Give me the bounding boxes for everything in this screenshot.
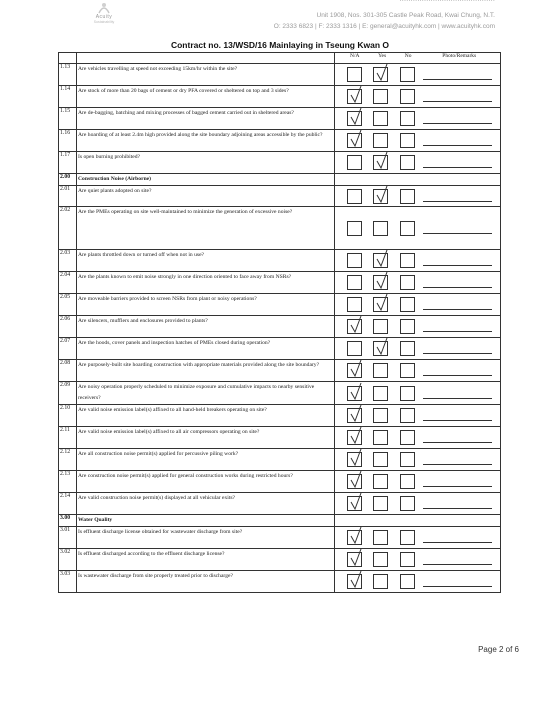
remarks-cell (419, 360, 501, 382)
checkmark-icon (348, 426, 364, 446)
item-number: 1.13 (59, 64, 77, 86)
checkbox-no[interactable] (400, 452, 415, 467)
answer-options (335, 515, 419, 527)
answer-options (335, 493, 419, 515)
checkmark-icon (348, 448, 364, 468)
remarks-cell (419, 382, 501, 405)
checkmark-icon (348, 526, 364, 546)
checkbox-no[interactable] (400, 111, 415, 126)
section-header-row (59, 174, 501, 186)
answer-options (335, 549, 419, 571)
table-row (59, 316, 501, 338)
checkmark-icon (374, 185, 390, 205)
checkbox-no[interactable] (400, 221, 415, 236)
checkbox-yes[interactable] (373, 408, 388, 423)
item-number: 1.15 (59, 108, 77, 130)
checkbox-yes[interactable] (373, 452, 388, 467)
checkmark-icon (348, 129, 364, 149)
remarks-cell (419, 186, 501, 207)
page-number: Page 2 of 6 (478, 645, 519, 654)
item-question: Are all construction noise permit(s) applied for percussive piling work? (77, 449, 335, 471)
checkmark-icon (348, 107, 364, 127)
checkbox-na[interactable] (347, 155, 362, 170)
answer-options (335, 207, 419, 250)
checkmark-icon (374, 63, 390, 83)
answer-options (335, 272, 419, 294)
logo-subtitle: Sustainability (93, 20, 115, 24)
checkbox-no[interactable] (400, 530, 415, 545)
checkbox-no[interactable] (400, 408, 415, 423)
document-title: Contract no. 13/WSD/16 Mainlaying in Tseung Kwan O (170, 40, 390, 50)
answer-options (335, 152, 419, 174)
item-question: Is open burning prohibited? (77, 152, 335, 174)
remarks-field[interactable] (423, 167, 493, 168)
checkbox-na[interactable] (347, 275, 362, 290)
table-row (59, 527, 501, 549)
answer-options (335, 338, 419, 360)
checkbox-yes[interactable] (373, 155, 388, 170)
header-na: N/A (350, 53, 360, 59)
remarks-cell (419, 571, 501, 593)
item-question: Is wastewater discharge from site properly treated prior to discharge? (77, 571, 335, 593)
remarks-field[interactable] (423, 201, 493, 202)
answer-options (335, 360, 419, 382)
checkbox-na[interactable] (347, 253, 362, 268)
checkbox-yes[interactable] (373, 275, 388, 290)
table-row (59, 272, 501, 294)
checkmark-icon (348, 470, 364, 490)
checkbox-yes[interactable] (373, 496, 388, 511)
checkbox-no[interactable] (400, 67, 415, 82)
checkbox-no[interactable] (400, 496, 415, 511)
remarks-cell (419, 86, 501, 108)
header-row (59, 53, 501, 64)
checkbox-no[interactable] (400, 574, 415, 589)
answer-options (335, 186, 419, 207)
checkbox-na[interactable] (347, 111, 362, 126)
item-number: 1.16 (59, 130, 77, 152)
checkbox-no[interactable] (400, 155, 415, 170)
item-number: 2.01 (59, 186, 77, 207)
remarks-cell (419, 427, 501, 449)
remarks-cell (419, 338, 501, 360)
remarks-cell (419, 152, 501, 174)
header-no: No (404, 53, 412, 59)
answer-options (335, 382, 419, 405)
header-yes: Yes (378, 53, 387, 59)
remarks-cell (419, 64, 501, 86)
remarks-cell (419, 272, 501, 294)
answer-options (335, 527, 419, 549)
remarks-field[interactable] (423, 586, 493, 587)
table-row (59, 186, 501, 207)
remarks-cell (419, 449, 501, 471)
checkbox-yes[interactable] (373, 111, 388, 126)
answer-options (335, 108, 419, 130)
remarks-cell (419, 405, 501, 427)
answer-options (335, 571, 419, 593)
checkmark-icon (348, 315, 364, 335)
table-row (59, 571, 501, 593)
item-question: Is effluent discharge license obtained for wastewater discharge from site? (77, 527, 335, 549)
table-row (59, 152, 501, 174)
remarks-field[interactable] (423, 398, 493, 399)
checkbox-na[interactable] (347, 363, 362, 378)
remarks-field[interactable] (423, 564, 493, 565)
checkmark-icon (348, 492, 364, 512)
remarks-field[interactable] (423, 353, 493, 354)
item-question: Are stock of more than 20 bags of cement or dry PFA covered or sheltered on top and 3 sides? (77, 86, 335, 108)
remarks-field[interactable] (423, 287, 493, 288)
item-number: 2.07 (59, 338, 77, 360)
answer-options (335, 449, 419, 471)
table-row (59, 360, 501, 382)
remarks-field[interactable] (423, 464, 493, 465)
remarks-cell (419, 108, 501, 130)
checkbox-yes[interactable] (373, 341, 388, 356)
remarks-cell (419, 316, 501, 338)
remarks-field[interactable] (423, 265, 493, 266)
checkbox-no[interactable] (400, 253, 415, 268)
company-address: Unit 1908, Nos. 301-305 Castle Peak Road, Kwai Chung, N.T. (316, 12, 495, 19)
checkbox-no[interactable] (400, 386, 415, 401)
item-question: Are vehicles travelling at speed not exceeding 15km/hr within the site? (77, 64, 335, 86)
item-number: 2.09 (59, 382, 77, 405)
checkbox-na[interactable] (347, 530, 362, 545)
checkbox-na[interactable] (347, 341, 362, 356)
answer-options (335, 405, 419, 427)
item-question: Are hoarding of at least 2.4m high provided along the site boundary adjoining areas accessible by the public? (77, 130, 335, 152)
remarks-field[interactable] (423, 145, 493, 146)
remarks-field[interactable] (423, 508, 493, 509)
remarks-field[interactable] (423, 442, 493, 443)
table-row (59, 549, 501, 571)
checkbox-yes[interactable] (373, 89, 388, 104)
checkbox-na[interactable] (347, 89, 362, 104)
remarks-field[interactable] (423, 309, 493, 310)
item-number: 3.00 (59, 515, 77, 527)
checkbox-no[interactable] (400, 319, 415, 334)
company-name-partial (195, 0, 495, 3)
checkmark-icon (374, 151, 390, 171)
remarks-field[interactable] (423, 542, 493, 543)
answer-options (335, 64, 419, 86)
checkbox-na[interactable] (347, 189, 362, 204)
table-row (59, 338, 501, 360)
checkbox-no[interactable] (400, 133, 415, 148)
company-contact: O: 2333 6823 | F: 2333 1316 | E: general@acuityhk.com | www.acuityhk.com (273, 23, 495, 30)
checkbox-yes[interactable] (373, 574, 388, 589)
item-number: 2.14 (59, 493, 77, 515)
table-row (59, 449, 501, 471)
checkbox-na[interactable] (347, 297, 362, 312)
item-question: Are valid construction noise permit(s) displayed at all vehicular exits? (77, 493, 335, 515)
item-number: 2.04 (59, 272, 77, 294)
table-row (59, 86, 501, 108)
item-number: 2.10 (59, 405, 77, 427)
checkbox-yes[interactable] (373, 133, 388, 148)
table-row (59, 471, 501, 493)
checkbox-na[interactable] (347, 496, 362, 511)
item-number: 1.17 (59, 152, 77, 174)
item-question: Are valid noise emission label(s) affixed to all air compressors operating on site? (77, 427, 335, 449)
item-number: 2.06 (59, 316, 77, 338)
section-title: Construction Noise (Airborne) (77, 174, 335, 186)
remarks-cell (419, 527, 501, 549)
checkmark-icon (374, 249, 390, 269)
checkbox-yes[interactable] (373, 552, 388, 567)
remarks-field[interactable] (423, 79, 493, 80)
item-number: 3.02 (59, 549, 77, 571)
remarks-field[interactable] (423, 123, 493, 124)
checkbox-yes[interactable] (373, 67, 388, 82)
logo-name: Acuity (95, 14, 113, 20)
item-number: 2.08 (59, 360, 77, 382)
table-row (59, 493, 501, 515)
item-question: Are the hoods, cover panels and inspection hatches of PMEs closed during operation? (77, 338, 335, 360)
checklist-table (58, 52, 501, 593)
checkbox-na[interactable] (347, 386, 362, 401)
remarks-cell (419, 471, 501, 493)
logo-leaf-icon (95, 2, 113, 14)
item-question: Are silencers, mufflers and enclosures provided to plants? (77, 316, 335, 338)
answer-options (335, 250, 419, 272)
checkbox-yes[interactable] (373, 474, 388, 489)
checkbox-yes[interactable] (373, 386, 388, 401)
table-row (59, 207, 501, 250)
table-row (59, 108, 501, 130)
remarks-cell (419, 174, 501, 186)
checkbox-na[interactable] (347, 430, 362, 445)
table-row (59, 130, 501, 152)
checkbox-na[interactable] (347, 67, 362, 82)
checkbox-yes[interactable] (373, 297, 388, 312)
item-number: 2.03 (59, 250, 77, 272)
table-row (59, 250, 501, 272)
item-number: 3.01 (59, 527, 77, 549)
item-number: 2.00 (59, 174, 77, 186)
checkbox-yes[interactable] (373, 221, 388, 236)
checkbox-no[interactable] (400, 552, 415, 567)
item-number: 2.13 (59, 471, 77, 493)
item-question: Are valid noise emission label(s) affixed to all hand-held breakers operating on site? (77, 405, 335, 427)
item-question: Are moveable barriers provided to screen NSRs from plant or noisy operations? (77, 294, 335, 316)
checkbox-no[interactable] (400, 363, 415, 378)
item-number: 2.02 (59, 207, 77, 250)
header-remarks: Photo/Remarks (419, 53, 501, 64)
remarks-cell (419, 515, 501, 527)
checkbox-no[interactable] (400, 275, 415, 290)
checkbox-no[interactable] (400, 297, 415, 312)
section-header-row (59, 515, 501, 527)
checkbox-no[interactable] (400, 474, 415, 489)
checkbox-yes[interactable] (373, 253, 388, 268)
item-question: Are plants throttled down or turned off when not in use? (77, 250, 335, 272)
item-question: Are the plants known to emit noise strongly in one direction oriented to face away from NSRs? (77, 272, 335, 294)
checkbox-na[interactable] (347, 574, 362, 589)
item-question: Are de-bagging, batching and mixing processes of bagged cement carried out in sheltered areas? (77, 108, 335, 130)
checkbox-yes[interactable] (373, 363, 388, 378)
header-options (335, 53, 419, 64)
item-question: Are purposely-built site hoarding construction with appropriate materials provided along the site boundary? (77, 360, 335, 382)
checkbox-yes[interactable] (373, 430, 388, 445)
remarks-cell (419, 250, 501, 272)
table-row (59, 64, 501, 86)
answer-options (335, 130, 419, 152)
checkbox-no[interactable] (400, 89, 415, 104)
checkmark-icon (348, 359, 364, 379)
remarks-field[interactable] (423, 420, 493, 421)
item-number: 2.12 (59, 449, 77, 471)
item-question: Is effluent discharged according to the effluent discharge license? (77, 549, 335, 571)
answer-options (335, 316, 419, 338)
remarks-field[interactable] (423, 375, 493, 376)
answer-options (335, 86, 419, 108)
checkbox-yes[interactable] (373, 319, 388, 334)
checkmark-icon (348, 85, 364, 105)
remarks-field[interactable] (423, 233, 493, 234)
item-number: 2.11 (59, 427, 77, 449)
answer-options (335, 471, 419, 493)
checkmark-icon (348, 570, 364, 590)
remarks-field[interactable] (423, 101, 493, 102)
checkbox-na[interactable] (347, 552, 362, 567)
remarks-cell (419, 294, 501, 316)
item-question: Are noisy operation properly scheduled to minimize exposure and cumulative impacts to nearby sensitive receivers? (77, 382, 335, 405)
item-question: Are construction noise permit(s) applied for general construction works during restricted hours? (77, 471, 335, 493)
remarks-field[interactable] (423, 486, 493, 487)
item-number: 1.14 (59, 86, 77, 108)
header-no-col (59, 53, 77, 64)
checkbox-na[interactable] (347, 408, 362, 423)
checkbox-na[interactable] (347, 319, 362, 334)
checkmark-icon (348, 382, 364, 402)
company-logo (84, 2, 124, 32)
remarks-cell (419, 130, 501, 152)
checkbox-no[interactable] (400, 430, 415, 445)
checkbox-na[interactable] (347, 474, 362, 489)
header-question-col (77, 53, 335, 64)
remarks-field[interactable] (423, 331, 493, 332)
item-question: Are quiet plants adopted on site? (77, 186, 335, 207)
answer-options (335, 427, 419, 449)
remarks-cell (419, 207, 501, 250)
checkmark-icon (374, 293, 390, 313)
answer-options (335, 294, 419, 316)
checkbox-yes[interactable] (373, 530, 388, 545)
checkbox-na[interactable] (347, 221, 362, 236)
item-number: 3.03 (59, 571, 77, 593)
checkbox-na[interactable] (347, 133, 362, 148)
checkbox-yes[interactable] (373, 189, 388, 204)
section-title: Water Quality (77, 515, 335, 527)
checkbox-no[interactable] (400, 189, 415, 204)
item-number: 2.05 (59, 294, 77, 316)
table-row (59, 427, 501, 449)
remarks-cell (419, 493, 501, 515)
checkmark-icon (374, 271, 390, 291)
table-row (59, 382, 501, 405)
checkbox-no[interactable] (400, 341, 415, 356)
table-row (59, 294, 501, 316)
checkmark-icon (374, 337, 390, 357)
checkmark-icon (348, 548, 364, 568)
checkmark-icon (348, 404, 364, 424)
remarks-cell (419, 549, 501, 571)
checkbox-na[interactable] (347, 452, 362, 467)
item-question: Are the PMEs operating on site well-maintained to minimize the generation of excessive noise? (77, 207, 335, 250)
checklist-rows (59, 64, 501, 593)
table-row (59, 405, 501, 427)
